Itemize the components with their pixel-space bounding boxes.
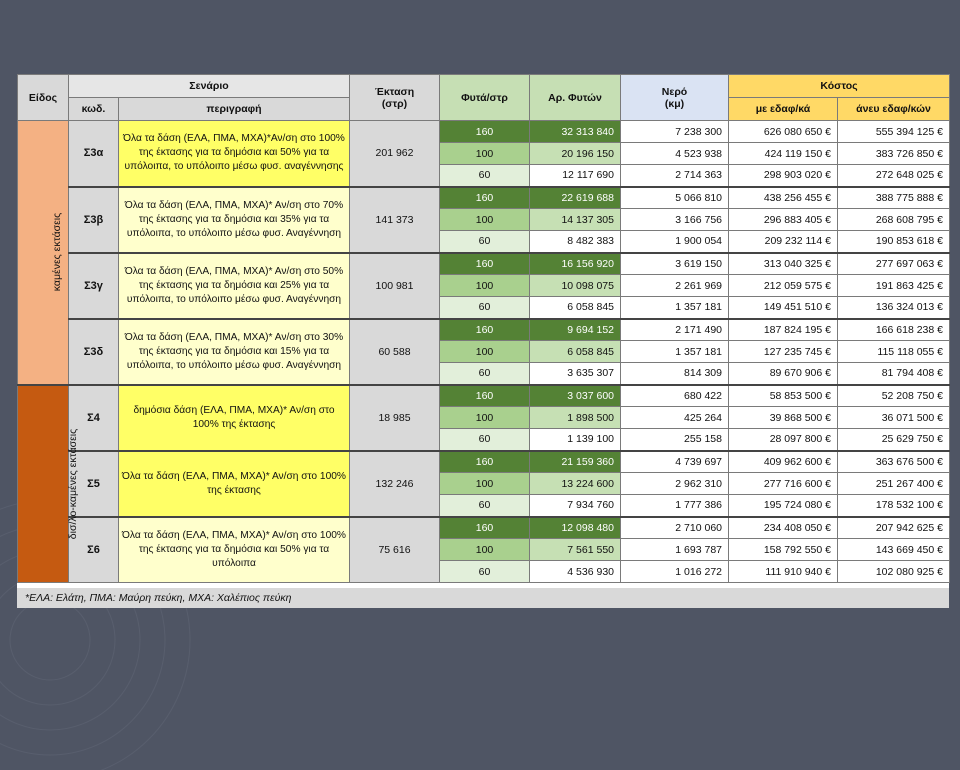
cost-without-cell: 166 618 238 € (838, 319, 950, 341)
table-row (18, 319, 950, 341)
cost-with-cell: 438 256 455 € (729, 187, 838, 209)
cost-without-cell: 52 208 750 € (838, 385, 950, 407)
cost-without-cell: 25 629 750 € (838, 429, 950, 451)
scenario-code: Σ3δ (69, 319, 119, 385)
header-num-plants: Αρ. Φυτών (530, 75, 621, 121)
water-cell: 255 158 (621, 429, 729, 451)
plants-per-str-cell: 100 (440, 407, 530, 429)
table-row (18, 187, 950, 209)
cost-with-cell: 149 451 510 € (729, 297, 838, 319)
plants-per-str-cell: 100 (440, 209, 530, 231)
water-cell: 1 900 054 (621, 231, 729, 253)
table-row (18, 385, 950, 407)
cost-with-cell: 195 724 080 € (729, 495, 838, 517)
water-cell: 2 714 363 (621, 165, 729, 187)
scenario-description: δημόσια δάση (ΕΛΑ, ΠΜΑ, ΜΧΑ)* Αν/ση στο 100% της έκτασης (119, 385, 350, 451)
cost-with-cell: 39 868 500 € (729, 407, 838, 429)
num-plants-cell: 12 117 690 (530, 165, 621, 187)
plants-per-str-cell: 60 (440, 165, 530, 187)
header-scenario: Σενάριο (69, 75, 350, 98)
water-cell: 1 693 787 (621, 539, 729, 561)
header-water-line1: Νερό (661, 85, 688, 98)
num-plants-cell: 3 635 307 (530, 363, 621, 385)
table-row (18, 253, 950, 275)
cost-with-cell: 409 962 600 € (729, 451, 838, 473)
header-kind: Είδος (18, 75, 69, 121)
cost-without-cell: 136 324 013 € (838, 297, 950, 319)
scenario-area: 60 588 (350, 319, 440, 385)
num-plants-cell: 14 137 305 (530, 209, 621, 231)
header-area (350, 75, 440, 121)
water-cell: 4 523 938 (621, 143, 729, 165)
plants-per-str-cell: 60 (440, 231, 530, 253)
footnote: *ΕΛΑ: Ελάτη, ΠΜΑ: Μαύρη πεύκη, ΜΧΑ: Χαλέπιος πεύκη (17, 588, 949, 608)
header-plants-per-str: Φυτά/στρ (440, 75, 530, 121)
water-cell: 1 357 181 (621, 297, 729, 319)
num-plants-cell: 20 196 150 (530, 143, 621, 165)
plants-per-str-cell: 160 (440, 121, 530, 143)
header-water-line2: (κμ) (664, 97, 685, 110)
table-row (18, 451, 950, 473)
scenario-description: Όλα τα δάση (ΕΛΑ, ΠΜΑ, ΜΧΑ)* Αν/ση στο 100% της έκτασης για τα δημόσια και 50% για τα υπόλοιπα (119, 517, 350, 583)
num-plants-cell: 1 898 500 (530, 407, 621, 429)
scenario-code: Σ3β (69, 187, 119, 253)
plants-per-str-cell: 160 (440, 319, 530, 341)
plants-per-str-cell: 160 (440, 385, 530, 407)
cost-with-cell: 187 824 195 € (729, 319, 838, 341)
kind-cell-burnt (18, 121, 69, 385)
water-cell: 1 357 181 (621, 341, 729, 363)
cost-with-cell: 58 853 500 € (729, 385, 838, 407)
scenario-table-sheet (17, 74, 949, 608)
scenario-description: Όλα τα δάση (ΕΛΑ, ΠΜΑ, ΜΧΑ)*Αν/ση στο 100% της έκτασης για τα δημόσια και 50% για τα υπόλοιπα, το υπόλοιπο μέσω φυσ. αναγέννησης (119, 121, 350, 187)
cost-with-cell: 296 883 405 € (729, 209, 838, 231)
kind-cell-twice-burnt (18, 385, 80, 583)
num-plants-cell: 4 536 930 (530, 561, 621, 583)
cost-without-cell: 178 532 100 € (838, 495, 950, 517)
num-plants-cell: 7 561 550 (530, 539, 621, 561)
scenario-area: 18 985 (350, 385, 440, 451)
water-cell: 1 016 272 (621, 561, 729, 583)
cost-with-cell: 212 059 575 € (729, 275, 838, 297)
num-plants-cell: 13 224 600 (530, 473, 621, 495)
cost-without-cell: 555 394 125 € (838, 121, 950, 143)
cost-without-cell: 251 267 400 € (838, 473, 950, 495)
cost-without-cell: 36 071 500 € (838, 407, 950, 429)
cost-with-cell: 209 232 114 € (729, 231, 838, 253)
header-area-line1: Έκταση (374, 85, 415, 98)
scenario-code: Σ3α (69, 121, 119, 187)
cost-with-cell: 234 408 050 € (729, 517, 838, 539)
plants-per-str-cell: 100 (440, 275, 530, 297)
num-plants-cell: 10 098 075 (530, 275, 621, 297)
water-cell: 1 777 386 (621, 495, 729, 517)
water-cell: 680 422 (621, 385, 729, 407)
plants-per-str-cell: 160 (440, 517, 530, 539)
cost-without-cell: 268 608 795 € (838, 209, 950, 231)
kind-label-twice-burnt: δισ/λο-καμένες εκτάσεις (67, 428, 80, 539)
cost-with-cell: 111 910 940 € (729, 561, 838, 583)
cost-without-cell: 191 863 425 € (838, 275, 950, 297)
cost-with-cell: 424 119 150 € (729, 143, 838, 165)
num-plants-cell: 12 098 480 (530, 517, 621, 539)
cost-without-cell: 143 669 450 € (838, 539, 950, 561)
header-cost-without: άνευ εδαφ/κών (838, 98, 950, 121)
cost-without-cell: 272 648 025 € (838, 165, 950, 187)
plants-per-str-cell: 100 (440, 473, 530, 495)
cost-without-cell: 81 794 408 € (838, 363, 950, 385)
num-plants-cell: 1 139 100 (530, 429, 621, 451)
scenario-description: Όλα τα δάση (ΕΛΑ, ΠΜΑ, ΜΧΑ)* Αν/ση στο 50% της έκτασης για τα δημόσια και 25% για τα υπόλοιπα, το υπόλοιπο μέσω φυσ. Αναγέννηση (119, 253, 350, 319)
header-code: κωδ. (69, 98, 119, 121)
num-plants-cell: 7 934 760 (530, 495, 621, 517)
num-plants-cell: 9 694 152 (530, 319, 621, 341)
water-cell: 2 962 310 (621, 473, 729, 495)
cost-without-cell: 383 726 850 € (838, 143, 950, 165)
scenario-area: 132 246 (350, 451, 440, 517)
scenario-code: Σ5 (69, 451, 119, 517)
water-cell: 814 309 (621, 363, 729, 385)
scenario-table (17, 74, 950, 583)
scenario-code: Σ6 (69, 517, 119, 583)
num-plants-cell: 8 482 383 (530, 231, 621, 253)
water-cell: 3 619 150 (621, 253, 729, 275)
water-cell: 4 739 697 (621, 451, 729, 473)
cost-with-cell: 127 235 745 € (729, 341, 838, 363)
num-plants-cell: 6 058 845 (530, 341, 621, 363)
kind-label-burnt: καμένες εκτάσεις (51, 213, 64, 292)
num-plants-cell: 3 037 600 (530, 385, 621, 407)
cost-with-cell: 313 040 325 € (729, 253, 838, 275)
water-cell: 2 261 969 (621, 275, 729, 297)
plants-per-str-cell: 160 (440, 253, 530, 275)
header-cost: Κόστος (729, 75, 950, 98)
cost-without-cell: 115 118 055 € (838, 341, 950, 363)
num-plants-cell: 22 619 688 (530, 187, 621, 209)
scenario-area: 141 373 (350, 187, 440, 253)
plants-per-str-cell: 60 (440, 429, 530, 451)
water-cell: 2 710 060 (621, 517, 729, 539)
plants-per-str-cell: 160 (440, 187, 530, 209)
scenario-description: Όλα τα δάση (ΕΛΑ, ΠΜΑ, ΜΧΑ)* Αν/ση στο 30% της έκτασης για τα δημόσια και 15% για τα υπόλοιπα, το υπόλοιπο μέσω φυσ. Αναγέννηση (119, 319, 350, 385)
plants-per-str-cell: 100 (440, 539, 530, 561)
scenario-area: 201 962 (350, 121, 440, 187)
num-plants-cell: 32 313 840 (530, 121, 621, 143)
header-water (621, 75, 729, 121)
water-cell: 2 171 490 (621, 319, 729, 341)
water-cell: 3 166 756 (621, 209, 729, 231)
header-cost-with: με εδαφ/κά (729, 98, 838, 121)
plants-per-str-cell: 60 (440, 495, 530, 517)
plants-per-str-cell: 160 (440, 451, 530, 473)
cost-with-cell: 626 080 650 € (729, 121, 838, 143)
scenario-description: Όλα τα δάση (ΕΛΑ, ΠΜΑ, ΜΧΑ)* Αν/ση στο 70% της έκτασης για τα δημόσια και 35% για τα υπόλοιπα, το υπόλοιπο μέσω φυσ. Αναγέννηση (119, 187, 350, 253)
plants-per-str-cell: 60 (440, 297, 530, 319)
scenario-description: Όλα τα δάση (ΕΛΑ, ΠΜΑ, ΜΧΑ)* Αν/ση στο 100% της έκτασης (119, 451, 350, 517)
cost-without-cell: 207 942 625 € (838, 517, 950, 539)
cost-without-cell: 277 697 063 € (838, 253, 950, 275)
cost-with-cell: 277 716 600 € (729, 473, 838, 495)
num-plants-cell: 21 159 360 (530, 451, 621, 473)
cost-without-cell: 102 080 925 € (838, 561, 950, 583)
cost-without-cell: 388 775 888 € (838, 187, 950, 209)
plants-per-str-cell: 100 (440, 143, 530, 165)
plants-per-str-cell: 60 (440, 363, 530, 385)
water-cell: 425 264 (621, 407, 729, 429)
water-cell: 7 238 300 (621, 121, 729, 143)
num-plants-cell: 6 058 845 (530, 297, 621, 319)
scenario-code: Σ4 (69, 385, 119, 451)
plants-per-str-cell: 100 (440, 341, 530, 363)
num-plants-cell: 16 156 920 (530, 253, 621, 275)
header-area-line2: (στρ) (381, 97, 408, 110)
scenario-area: 75 616 (350, 517, 440, 583)
cost-with-cell: 28 097 800 € (729, 429, 838, 451)
cost-without-cell: 363 676 500 € (838, 451, 950, 473)
table-row (18, 121, 950, 143)
header-description: περιγραφή (119, 98, 350, 121)
cost-without-cell: 190 853 618 € (838, 231, 950, 253)
scenario-code: Σ3γ (69, 253, 119, 319)
scenario-area: 100 981 (350, 253, 440, 319)
table-row (18, 517, 950, 539)
cost-with-cell: 89 670 906 € (729, 363, 838, 385)
plants-per-str-cell: 60 (440, 561, 530, 583)
cost-with-cell: 158 792 550 € (729, 539, 838, 561)
table-body (18, 121, 950, 583)
water-cell: 5 066 810 (621, 187, 729, 209)
cost-with-cell: 298 903 020 € (729, 165, 838, 187)
